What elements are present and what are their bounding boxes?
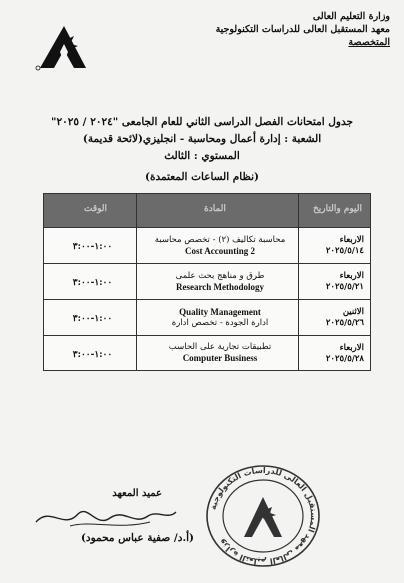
table-row-3-time: ١:٠٠-٣:٠٠ <box>72 314 113 324</box>
header-day-date: اليوم والتاريخ <box>312 204 362 214</box>
table-row-4-time: ١:٠٠-٣:٠٠ <box>72 350 113 360</box>
ministry-name: وزارة التعليم العالى <box>312 11 390 22</box>
table-row-3-day: الاثنين ٢٠٢٥/٥/٢٦ <box>325 307 364 328</box>
table-header <box>44 194 370 227</box>
table-row-1-day: الاربعاء ٢٠٢٥/٥/١٤ <box>325 235 364 256</box>
system-line: (نظام الساعات المعتمدة) <box>144 171 260 183</box>
table-row-4-day: الاربعاء ٢٠٢٥/٥/٢٨ <box>325 343 364 364</box>
header-subject: المادة <box>204 204 226 214</box>
institute-specialty: المتخصصة <box>348 37 390 48</box>
institute-name: معهد المستقبل العالى للدراسات التكنولوجية <box>215 24 390 35</box>
table-row-2-subject: طرق و مناهج بحث علمى Research Methodology <box>175 271 265 292</box>
table-row-3-subject: Quality Management ادارة الجودة - تخصص ادارة <box>171 307 269 328</box>
exam-schedule-table <box>43 193 371 371</box>
table-row-1-time: ١:٠٠-٣:٠٠ <box>72 242 113 252</box>
institute-logo-icon <box>34 22 92 74</box>
dean-title: عميد المعهد <box>112 488 162 499</box>
division-line: الشعبة : إدارة أعمال ومحاسبة - انجليزي(لائحة قديمة) <box>82 133 322 145</box>
header-time: الوقت <box>84 204 108 214</box>
handwritten-signature-icon <box>30 500 180 534</box>
schedule-titles <box>10 114 394 186</box>
dean-name: (أ.د/ صفية عباس محمود) <box>80 532 194 544</box>
table-row-2-time: ١:٠٠-٣:٠٠ <box>72 278 113 288</box>
table-row-4-subject: تطبيقات تجارية على الحاسب Computer Business <box>168 342 272 363</box>
table-row-1-subject: محاسبة تكاليف (٢) - تخصص محاسبة Cost Accounting 2 <box>154 235 286 256</box>
stamp-ring-text: وزارة التعليم العالى معهد المستقبل العالى للدراسات التكنولوجية <box>208 465 319 567</box>
schedule-title: جدول امتحانات الفصل الدراسى الثاني للعام الجامعى "٢٠٢٤ / ٢٠٢٥" <box>50 116 353 128</box>
institution-header <box>216 10 390 49</box>
table-row-2-day: الاربعاء ٢٠٢٥/٥/٢١ <box>325 271 364 292</box>
official-stamp-icon <box>204 463 322 569</box>
level-line: المستوي : الثالث <box>164 150 240 162</box>
